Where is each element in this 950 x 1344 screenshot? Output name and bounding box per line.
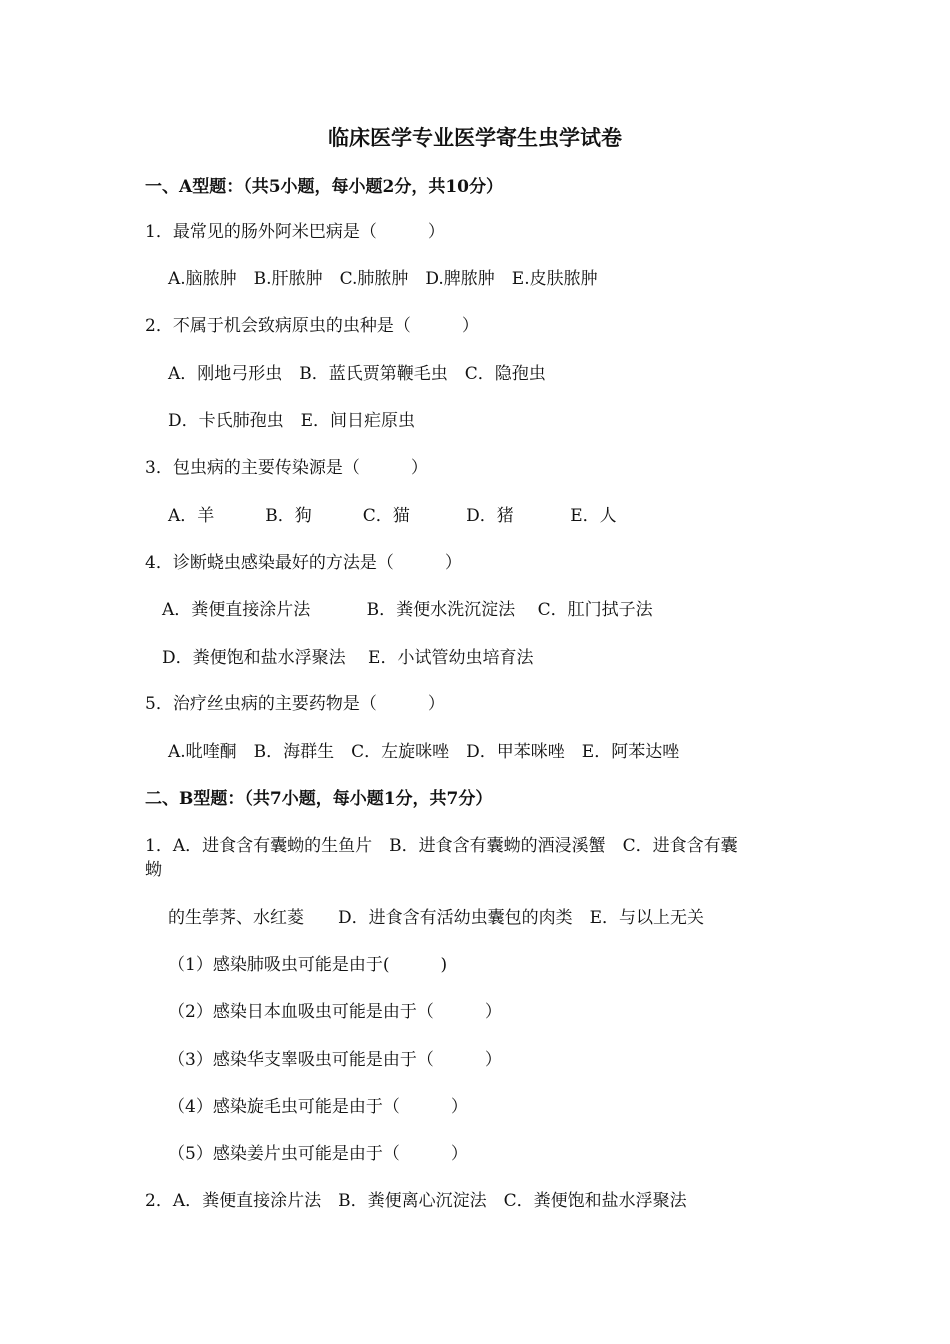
question-a5-stem: 5．治疗丝虫病的主要药物是（ ） [145,694,445,714]
question-a3-stem: 3．包虫病的主要传染源是（ ） [145,458,428,478]
question-a1-stem: 1．最常见的肠外阿米巴病是（ ） [145,222,445,242]
question-b1-sub-4: （4）感染旋毛虫可能是由于（ ） [168,1097,468,1117]
question-b1-line1: 1．A．进食含有囊蚴的生鱼片 B．进食含有囊蚴的酒浸溪蟹 C．进食含有囊 [145,836,738,856]
question-a4-options-2: D．粪便饱和盐水浮聚法 E．小试管幼虫培育法 [162,648,534,668]
section-a-heading: 一、A型题：（共5小题，每小题2分，共10分） [145,177,504,197]
question-a4-stem: 4．诊断蛲虫感染最好的方法是（ ） [145,553,462,573]
question-b1-line2: 的生荸荠、水红菱 D．进食含有活幼虫囊包的肉类 E．与以上无关 [168,908,705,928]
section-b-heading: 二、B型题：（共7小题，每小题1分，共7分） [145,789,493,809]
question-a1-options: A.脑脓肿 B.肝脓肿 C.肺脓肿 D.脾脓肿 E.皮肤脓肿 [168,269,598,289]
question-b1-line1-wrap: 蚴 [145,860,162,880]
question-b1-sub-5: （5）感染姜片虫可能是由于（ ） [168,1144,468,1164]
question-a4-options-1: A．粪便直接涂片法 B．粪便水洗沉淀法 C．肛门拭子法 [162,600,653,620]
question-a2-options-1: A．刚地弓形虫 B．蓝氏贾第鞭毛虫 C．隐孢虫 [168,364,546,384]
question-a5-options: A.吡喹酮 B．海群生 C．左旋咪唑 D．甲苯咪唑 E．阿苯达唑 [168,742,680,762]
question-a3-options: A．羊 B．狗 C．猫 D．猪 E．人 [168,506,617,526]
question-b1-sub-2: （2）感染日本血吸虫可能是由于（ ） [168,1002,502,1022]
question-b1-sub-3: （3）感染华支睾吸虫可能是由于（ ） [168,1050,502,1070]
question-b1-sub-1: （1）感染肺吸虫可能是由于( ) [168,955,448,975]
question-a2-options-2: D．卡氏肺孢虫 E．间日疟原虫 [168,411,416,431]
question-b2-line1: 2．A．粪便直接涂片法 B．粪便离心沉淀法 C．粪便饱和盐水浮聚法 [145,1191,687,1211]
exam-title: 临床医学专业医学寄生虫学试卷 [328,125,622,150]
question-a2-stem: 2．不属于机会致病原虫的虫种是（ ） [145,316,479,336]
